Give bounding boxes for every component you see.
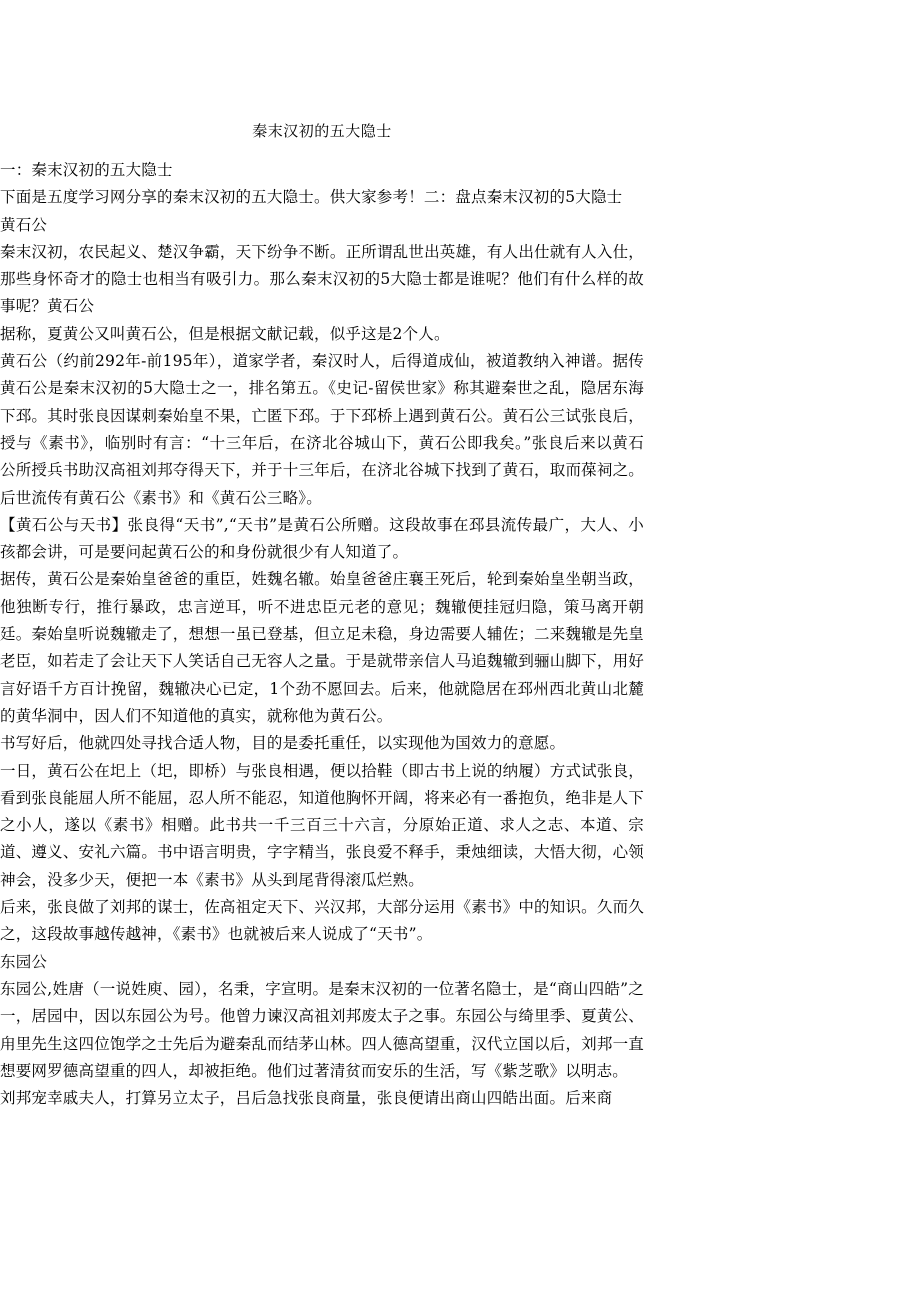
paragraph: 后来，张良做了刘邦的谋士，佐高祖定天下、兴汉邦，大部分运用《素书》中的知识。久而久之，这段故事越传越神，《素书》也就被后来人说成了“天书”。 — [0, 898, 644, 944]
paragraph: 刘邦宠幸戚夫人，打算另立太子，吕后急找张良商量，张良便请出商山四皓出面。后来商 — [0, 1089, 613, 1108]
page-title: 秦末汉初的五大隐士 — [252, 122, 392, 140]
paragraph: 一：秦末汉初的五大隐士 — [0, 161, 173, 179]
paragraph: 【黄石公与天书】张良得“天书”,“天书”是黄石公所赠。这段故事在邳县流传最广，大人、小孩都会讲，可是要问起黄石公的和身份就很少有人知道了。 — [0, 515, 644, 562]
document-body — [0, 157, 644, 1112]
paragraph: 据传，黄石公是秦始皇爸爸的重臣，姓魏名辙。始皇爸爸庄襄王死后，轮到秦始皇坐朝当政，他独断专行，推行暴政，忠言逆耳，听不进忠臣元老的意见；魏辙便挂冠归隐，策马离开朝廷。秦始皇听说魏辙走了，想想一虽已登基，但立足未稳，身边需要人辅佐；二来魏辙是先皇老臣，如若走了会让天下人笑话自己无容人之量。于是就带亲信人马追魏辙到骊山脚下，用好言好语千方百计挽留，魏辙决心已定，1个劲不愿回去。后来，他就隐居在邳州西北黄山北麓的黄华洞中，因人们不知道他的真实，就称他为黄石公。 — [0, 570, 644, 725]
paragraph: 一日，黄石公在圯上（圯，即桥）与张良相遇，便以拾鞋（即古书上说的纳履）方式试张良，看到张良能屈人所不能屈，忍人所不能忍，知道他胸怀开阔，将来必有一番抱负，绝非是人下之小人，遂以《素书》相赠。此书共一千三百三十六言，分原始正道、求人之志、本道、宗道、遵义、安礼六篇。书中语言明贵，字字精当，张良爱不释手，秉烛细读，大悟大彻，心领神会，没多少天，便把一本《素书》从头到尾背得滚瓜烂熟。 — [0, 761, 644, 889]
paragraph: 东园公,姓唐（一说姓庾、园），名秉，字宣明。是秦末汉初的一位著名隐士，是“商山四皓”之一，居园中，因以东园公为号。他曾力谏汉高祖刘邦废太子之事。东园公与绮里季、夏黄公、甪里先生这四位饱学之士先后为避秦乱而结茅山林。四人德高望重，汉代立国以后，刘邦一直想要网罗德高望重的四人，却被拒绝。他们过著清贫而安乐的生活，写《紫芝歌》以明志。 — [0, 979, 644, 1080]
paragraph-heading-huangshigong: 黄石公 — [0, 215, 48, 234]
paragraph-heading-dongyuangong: 东园公 — [0, 952, 48, 971]
paragraph: 黄石公（约前292年-前195年），道家学者，秦汉时人，后得道成仙，被道教纳入神谱。据传黄石公是秦末汉初的5大隐士之一，排名第五。《史记-留侯世家》称其避秦世之乱，隐居东海下邳。其时张良因谋刺秦始皇不果，亡匿下邳。于下邳桥上遇到黄石公。黄石公三试张良后，授与《素书》，临别时有言：“十三年后，在济北谷城山下，黄石公即我矣。”张良后来以黄石公所授兵书助汉高祖刘邦夺得天下，并于十三年后，在济北谷城下找到了黄石，取而葆祠之。后世流传有黄石公《素书》和《黄石公三略》。 — [0, 352, 644, 507]
paragraph: 书写好后，他就四处寻找合适人物，目的是委托重任，以实现他为国效力的意愿。 — [0, 734, 566, 753]
paragraph: 秦末汉初，农民起义、楚汉争霸，天下纷争不断。正所谓乱世出英雄，有人出仕就有人入仕，那些身怀奇才的隐士也相当有吸引力。那么秦末汉初的5大隐士都是谁呢？他们有什么样的故事呢？黄石公 — [0, 242, 644, 316]
paragraph: 据称，夏黄公又叫黄石公，但是根据文献记载，似乎这是2个人。 — [0, 324, 450, 343]
paragraph: 下面是五度学习网分享的秦末汉初的五大隐士。供大家参考！二：盘点秦末汉初的5大隐士 — [0, 188, 623, 207]
